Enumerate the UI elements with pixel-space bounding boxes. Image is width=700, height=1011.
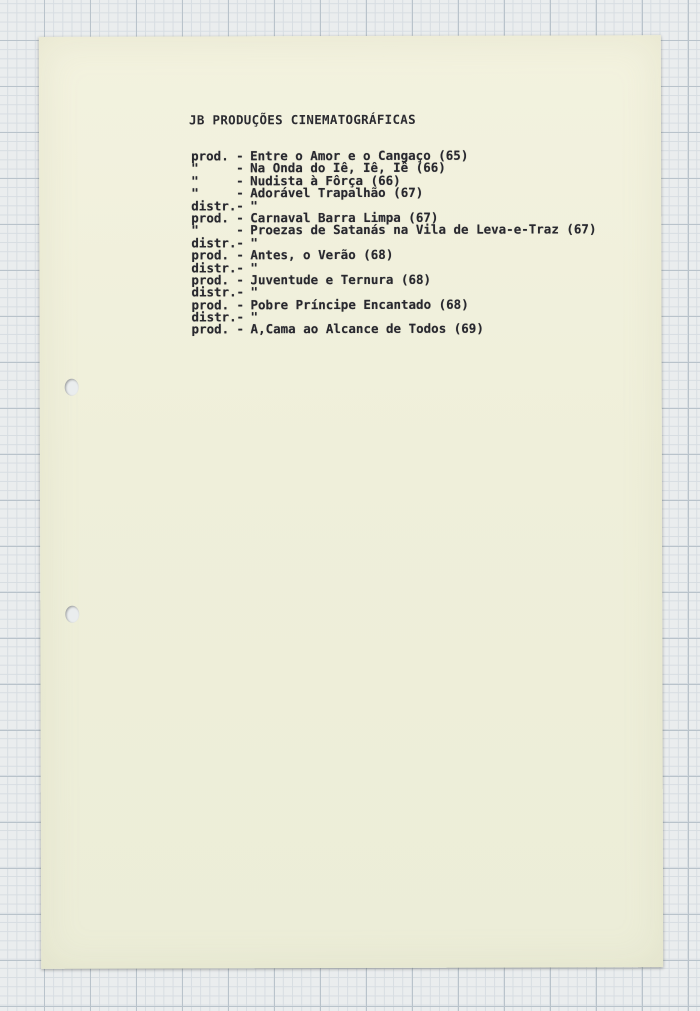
entry-separator: -: [236, 210, 244, 226]
entry-film: Entre o Amor e o Cangaço (65): [250, 147, 469, 164]
entry-role: distr.: [191, 235, 237, 251]
entry-role: prod.: [191, 321, 230, 337]
entry-separator: -: [236, 197, 244, 213]
punch-hole-bottom: [65, 606, 79, 623]
list-item: [192, 323, 597, 336]
entry-separator: -: [236, 173, 244, 189]
entry-role: ": [191, 222, 199, 238]
entry-separator: -: [236, 247, 244, 263]
entry-film: Carnaval Barra Limpa (67): [250, 209, 439, 226]
entry-separator: -: [236, 272, 244, 288]
entry-separator: -: [236, 284, 245, 300]
entry-film: Nudista à Fôrça (66): [250, 172, 401, 189]
entry-separator: -: [236, 185, 244, 201]
entry-film: ": [250, 259, 258, 275]
entry-film: ": [250, 197, 258, 213]
entry-role: ": [191, 185, 199, 201]
entry-separator: -: [236, 296, 245, 312]
entry-separator: -: [236, 222, 244, 238]
entry-role: distr.: [191, 197, 237, 213]
entry-separator: -: [236, 235, 244, 251]
entry-film: Proezas de Satanás na Vila de Leva-e-Traz (67): [250, 221, 597, 238]
entry-separator: -: [236, 160, 244, 176]
typewritten-page: [39, 35, 663, 969]
entry-separator: -: [236, 309, 245, 325]
entry-film: Antes, o Verão (68): [250, 247, 394, 263]
entry-role: prod.: [191, 272, 230, 288]
entry-film: Adorável Trapalhão (67): [250, 184, 424, 201]
entry-film: A,Cama ao Alcance de Todos (69): [250, 321, 484, 337]
document-title: JB PRODUÇÕES CINEMATOGRÁFICAS: [188, 111, 416, 128]
entry-film: Juventude e Ternura (68): [250, 271, 432, 288]
entry-role: distr.: [191, 309, 237, 325]
entry-film: ": [250, 234, 258, 250]
entry-separator: -: [236, 148, 244, 164]
entry-role: distr.: [191, 259, 237, 275]
entry-film: ": [250, 309, 259, 325]
entry-role: ": [191, 173, 199, 189]
entry-film: Na Onda do Iê, Iê, Iê (66): [250, 160, 446, 176]
entry-separator: -: [236, 259, 244, 275]
entry-role: prod.: [191, 297, 230, 313]
filmography-list: [191, 149, 597, 336]
entry-role: prod.: [191, 210, 229, 226]
entry-separator: -: [236, 321, 245, 337]
entry-role: prod.: [191, 247, 230, 263]
entry-role: distr.: [191, 284, 237, 300]
entry-film: Pobre Príncipe Encantado (68): [250, 296, 469, 312]
entry-role: prod.: [191, 148, 229, 164]
entry-film: ": [250, 284, 259, 300]
punch-hole-top: [65, 379, 79, 396]
entry-role: ": [191, 160, 199, 176]
